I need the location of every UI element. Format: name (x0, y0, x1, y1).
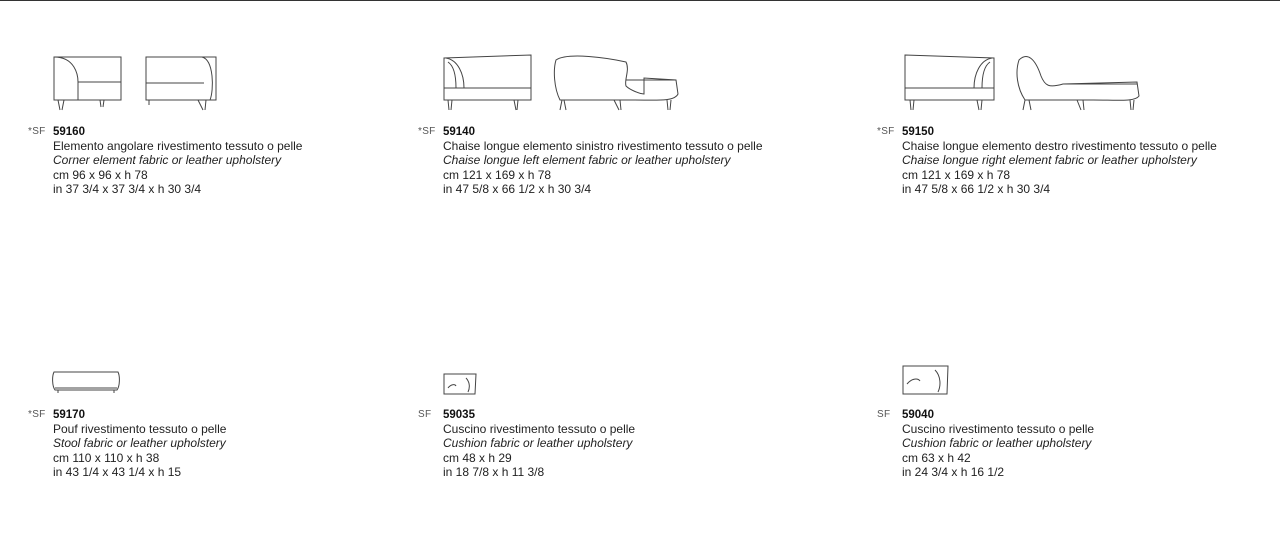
item-name-english: Chaise longue right element fabric or leather upholstery (902, 153, 1197, 168)
product-item-59150 (877, 50, 1277, 200)
item-size-in: in 43 1/4 x 43 1/4 x h 15 (53, 464, 182, 479)
item-size-in: in 18 7/8 x h 11 3/8 (443, 464, 545, 479)
item-size-cm: cm 63 x h 42 (902, 450, 971, 465)
item-name-english: Cushion fabric or leather upholstery (443, 436, 633, 451)
item-size-cm: cm 110 x 110 x h 38 (53, 450, 160, 465)
item-name-italian: Chaise longue elemento sinistro rivestimento tessuto o pelle (443, 139, 763, 153)
item-name-english: Cushion fabric or leather upholstery (902, 436, 1092, 451)
item-name-italian: Cuscino rivestimento tessuto o pelle (443, 422, 636, 436)
item-name-english: Corner element fabric or leather upholstery (53, 153, 282, 168)
item-prefix: SF (418, 409, 432, 420)
corner-element-drawing-icon (28, 50, 228, 115)
top-border-line (0, 0, 1280, 1)
item-code: 59150 (902, 126, 934, 138)
product-item-59035 (418, 368, 818, 518)
item-name-italian: Pouf rivestimento tessuto o pelle (53, 422, 227, 436)
item-name-italian: Chaise longue elemento destro rivestimento tessuto o pelle (902, 139, 1217, 153)
item-prefix: *SF (28, 409, 46, 420)
item-size-cm: cm 121 x 169 x h 78 (443, 167, 552, 182)
item-name-english: Stool fabric or leather upholstery (53, 436, 226, 451)
item-prefix: SF (877, 409, 891, 420)
item-prefix: *SF (877, 126, 895, 137)
item-name-english: Chaise longue left element fabric or leather upholstery (443, 153, 731, 168)
item-size-cm: cm 48 x h 29 (443, 450, 512, 465)
product-item-59170 (28, 368, 428, 518)
item-name-italian: Elemento angolare rivestimento tessuto o pelle (53, 139, 303, 153)
item-name-italian: Cuscino rivestimento tessuto o pelle (902, 422, 1095, 436)
product-item-59040 (877, 362, 1277, 512)
product-item-59140 (418, 50, 818, 200)
item-size-in: in 47 5/8 x 66 1/2 x h 30 3/4 (902, 181, 1051, 196)
chaise-longue-left-drawing-icon (418, 50, 688, 115)
item-code: 59140 (443, 126, 475, 138)
item-size-in: in 37 3/4 x 37 3/4 x h 30 3/4 (53, 181, 202, 196)
product-item-59160 (28, 50, 428, 200)
item-prefix: *SF (28, 126, 46, 137)
item-size-in: in 24 3/4 x h 16 1/2 (902, 464, 1005, 479)
large-cushion-drawing-icon (877, 362, 1077, 398)
small-cushion-drawing-icon (418, 368, 618, 398)
item-code: 59170 (53, 409, 85, 421)
item-code: 59040 (902, 409, 934, 421)
item-size-in: in 47 5/8 x 66 1/2 x h 30 3/4 (443, 181, 592, 196)
chaise-longue-right-drawing-icon (877, 50, 1147, 115)
item-prefix: *SF (418, 126, 436, 137)
item-code: 59160 (53, 126, 85, 138)
item-size-cm: cm 121 x 169 x h 78 (902, 167, 1011, 182)
item-size-cm: cm 96 x 96 x h 78 (53, 167, 148, 182)
item-code: 59035 (443, 409, 475, 421)
pouf-drawing-icon (28, 368, 228, 398)
